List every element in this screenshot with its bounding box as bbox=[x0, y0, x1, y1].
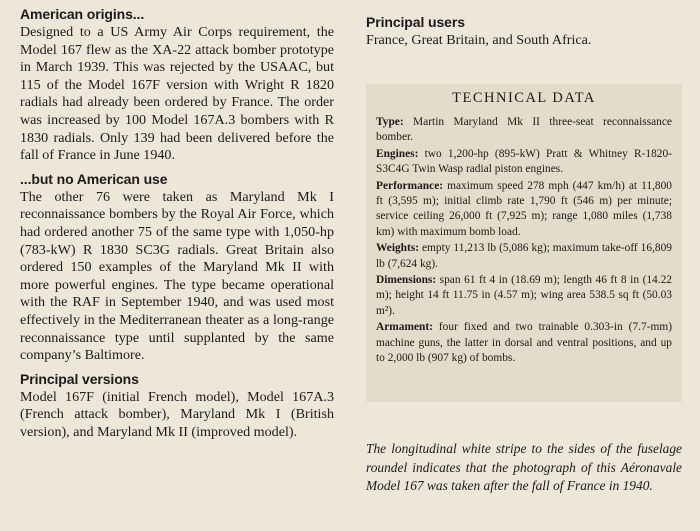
technical-data-box bbox=[366, 84, 682, 402]
section-heading: ...but no American use bbox=[20, 170, 168, 187]
section-american-origins bbox=[20, 6, 334, 165]
section-text: The other 76 were taken as Maryland Mk I reconnaissance bombers by the Royal Air Force, which had ordered another 75 of the same type with 1,050-hp (783-kW) R 1830 SC3G radials. Great Britain also ordered 150 examples of the Maryland Mk II with more powerful engines. The type became operational with the RAF in September 1940, and was used most effectively in the Mediterranean theater as a long-range reconnaissance type until supplanted by the same company’s Baltimore. bbox=[20, 188, 334, 364]
tech-entry-weights: Weights: empty 11,213 lb (5,086 kg); maximum take-off 16,809 lb (7,624 kg). bbox=[376, 242, 672, 270]
photo-caption: The longitudinal white stripe to the sides of the fuselage roundel indicates that the photograph of this Aéronavale Model 167 was taken after the fall of France in 1940. bbox=[366, 441, 682, 494]
technical-data-title: TECHNICAL DATA bbox=[452, 90, 596, 106]
left-column bbox=[20, 6, 334, 447]
tech-entry-type: Type: Martin Maryland Mk II three-seat reconnaissance bomber. bbox=[376, 116, 672, 144]
tech-entry-engines: Engines: two 1,200-hp (895-kW) Pratt & Whitney R-1820-S3C4G Twin Wasp radial piston engines. bbox=[376, 147, 672, 176]
users-heading: Principal users bbox=[366, 14, 465, 30]
section-no-american-use bbox=[20, 171, 334, 365]
users-text: France, Great Britain, and South Africa. bbox=[366, 32, 592, 48]
section-text: Designed to a US Army Air Corps requirement, the Model 167 flew as the XA-22 attack bomber prototype in March 1939. This was rejected by the USAAC, but 115 of the Model 167F version with Wright R 1820 radials had already been ordered by France. The order was increased by 100 Model 167A.3 bombers with R 1830 radials. Only 139 had been delivered before the fall of France in June 1940. bbox=[20, 24, 334, 164]
section-heading: Principal versions bbox=[20, 370, 139, 387]
tech-entry-dimensions: Dimensions: span 61 ft 4 in (18.69 m); length 46 ft 8 in (14.22 m); height 14 ft 11.75 in (4.57 m); wing area 538.5 sq ft (50.03 m²). bbox=[376, 274, 672, 317]
section-text: Model 167F (initial French model), Model 167A.3 (French attack bomber), Maryland Mk I (British version), and Maryland Mk II (improved model). bbox=[20, 388, 334, 440]
section-heading: American origins... bbox=[20, 6, 145, 22]
tech-entry-performance: Performance: maximum speed 278 mph (447 km/h) at 11,800 ft (3,595 m); initial climb rate 1,790 ft (546 m) per minute; service ceiling 26,000 ft (7,925 m); range 1,080 miles (1,738 km) with maximum bomb load. bbox=[376, 179, 672, 238]
technical-data-body bbox=[366, 115, 682, 367]
tech-entry-armament: Armament: four fixed and two trainable 0.303-in (7.7-mm) machine guns, the latter in dorsal and ventral positions, and up to 2,000 lb (907 kg) of bombs. bbox=[376, 321, 672, 365]
principal-users bbox=[366, 14, 684, 50]
section-principal-versions bbox=[20, 371, 334, 442]
